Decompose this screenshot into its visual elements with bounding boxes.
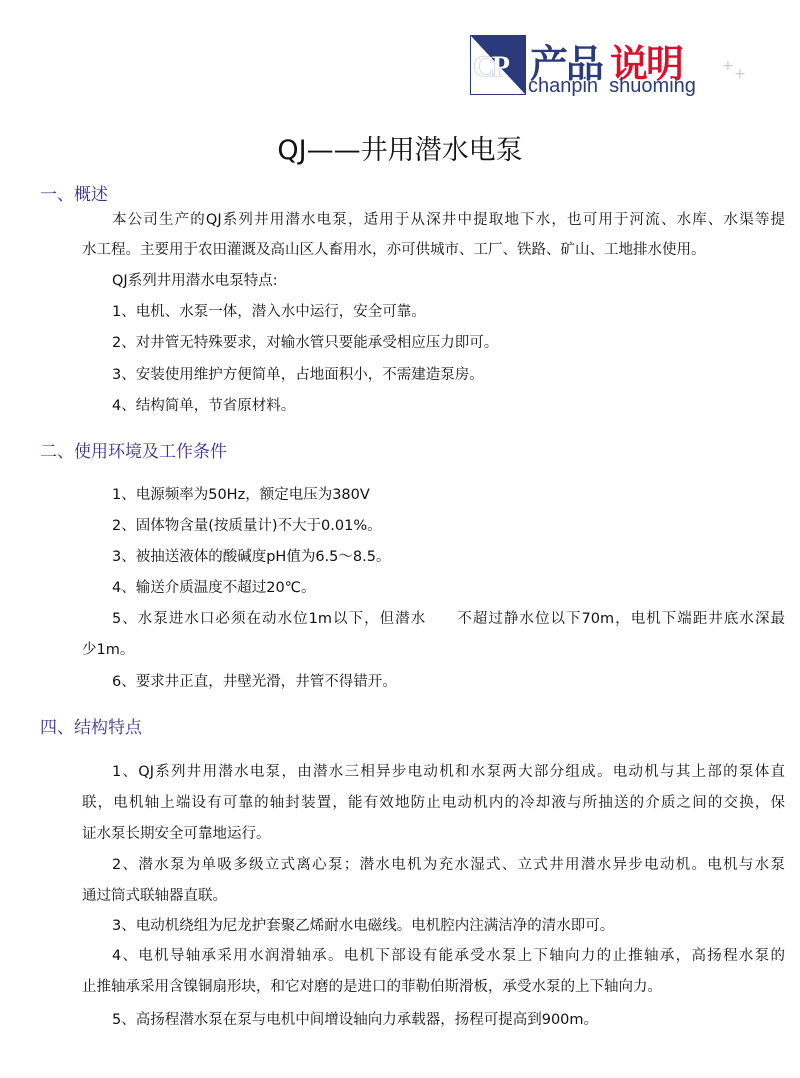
paragraph-line: 1、电源频率为50Hz，额定电压为380V — [112, 487, 370, 503]
logo-mark: CP — [470, 35, 526, 95]
paragraph-line: 4、结构简单，节省原材料。 — [112, 398, 296, 414]
paragraph-line: 4、电机导轴承采用水润滑轴承。电机下部设有能承受水泵上下轴向力的止推轴承，高扬程水泵的 — [112, 948, 785, 964]
paragraph-line: 1、电机、水泵一体，潜入水中运行，安全可靠。 — [112, 304, 426, 320]
paragraph-line: 少1m。 — [82, 642, 135, 658]
paragraph-line: 联，电机轴上端设有可靠的轴封装置，能有效地防止电动机内的冷却液与所抽送的介质之间的交换，保 — [82, 795, 785, 811]
paragraph-line: 证水泵长期安全可靠地运行。 — [82, 826, 271, 842]
page-title: QJ——井用潜水电泵 — [277, 135, 523, 166]
paragraph-line: 4、输送介质温度不超过20℃。 — [112, 580, 316, 596]
paragraph-line: 通过筒式联轴器直联。 — [82, 888, 227, 904]
paragraph-line: 6、要求井正直，井壁光滑，井管不得错开。 — [112, 674, 397, 690]
decor-plus-icon: + — [734, 66, 746, 82]
paragraph-line: 2、固体物含量(按质量计)不大于0.01%。 — [112, 518, 382, 534]
paragraph-line: 5、高扬程潜水泵在泵与电机中间增设轴向力承载器，扬程可提高到900m。 — [112, 1012, 599, 1028]
logo-text-red: 说明 — [610, 41, 683, 86]
paragraph-line: 2、潜水泵为单吸多级立式离心泵；潜水电机为充水湿式、立式井用潜水异步电动机。电机与水泵 — [112, 857, 785, 873]
paragraph-line: 3、被抽送液体的酸碱度pH值为6.5～8.5。 — [112, 549, 391, 565]
paragraph-line: 止推轴承采用含镍铜扇形块，和它对磨的是进口的菲勒伯斯滑板，承受水泵的上下轴向力。 — [82, 979, 662, 995]
paragraph-line: 3、电动机绕组为尼龙护套聚乙烯耐水电磁线。电机腔内注满洁净的清水即可。 — [112, 918, 615, 934]
paragraph-line: 1、QJ系列井用潜水电泵，由潜水三相异步电动机和水泵两大部分组成。电动机与其上部的泵体直 — [112, 764, 785, 780]
logo — [470, 35, 710, 101]
paragraph-line: 本公司生产的QJ系列井用潜水电泵，适用于从深井中提取地下水，也可用于河流、水库、水渠等提 — [112, 212, 785, 228]
paragraph-line: 2、对井管无特殊要求，对输水管只要能承受相应压力即可。 — [112, 335, 499, 351]
paragraph-line: 水工程。主要用于农田灌溉及高山区人畜用水，亦可供城市、工厂、铁路、矿山、工地排水使用。 — [82, 242, 706, 258]
logo-pinyin: chanpin shuoming — [528, 75, 696, 97]
paragraph-line: 5、水泵进水口必须在动水位1m以下，但潜水 不超过静水位以下70m，电机下端距井底水深最 — [112, 611, 785, 627]
paragraph-line: 3、安装使用维护方便简单，占地面积小，不需建造泵房。 — [112, 367, 484, 383]
paragraph-line: QJ系列井用潜水电泵特点: — [112, 273, 278, 289]
logo-text-blue: 产品 — [530, 41, 603, 86]
decor-plus-icon: + — [722, 58, 734, 74]
section-heading: 一、概述 — [40, 185, 108, 205]
section-heading: 二、使用环境及工作条件 — [40, 442, 227, 462]
section-heading: 四、结构特点 — [40, 718, 142, 738]
